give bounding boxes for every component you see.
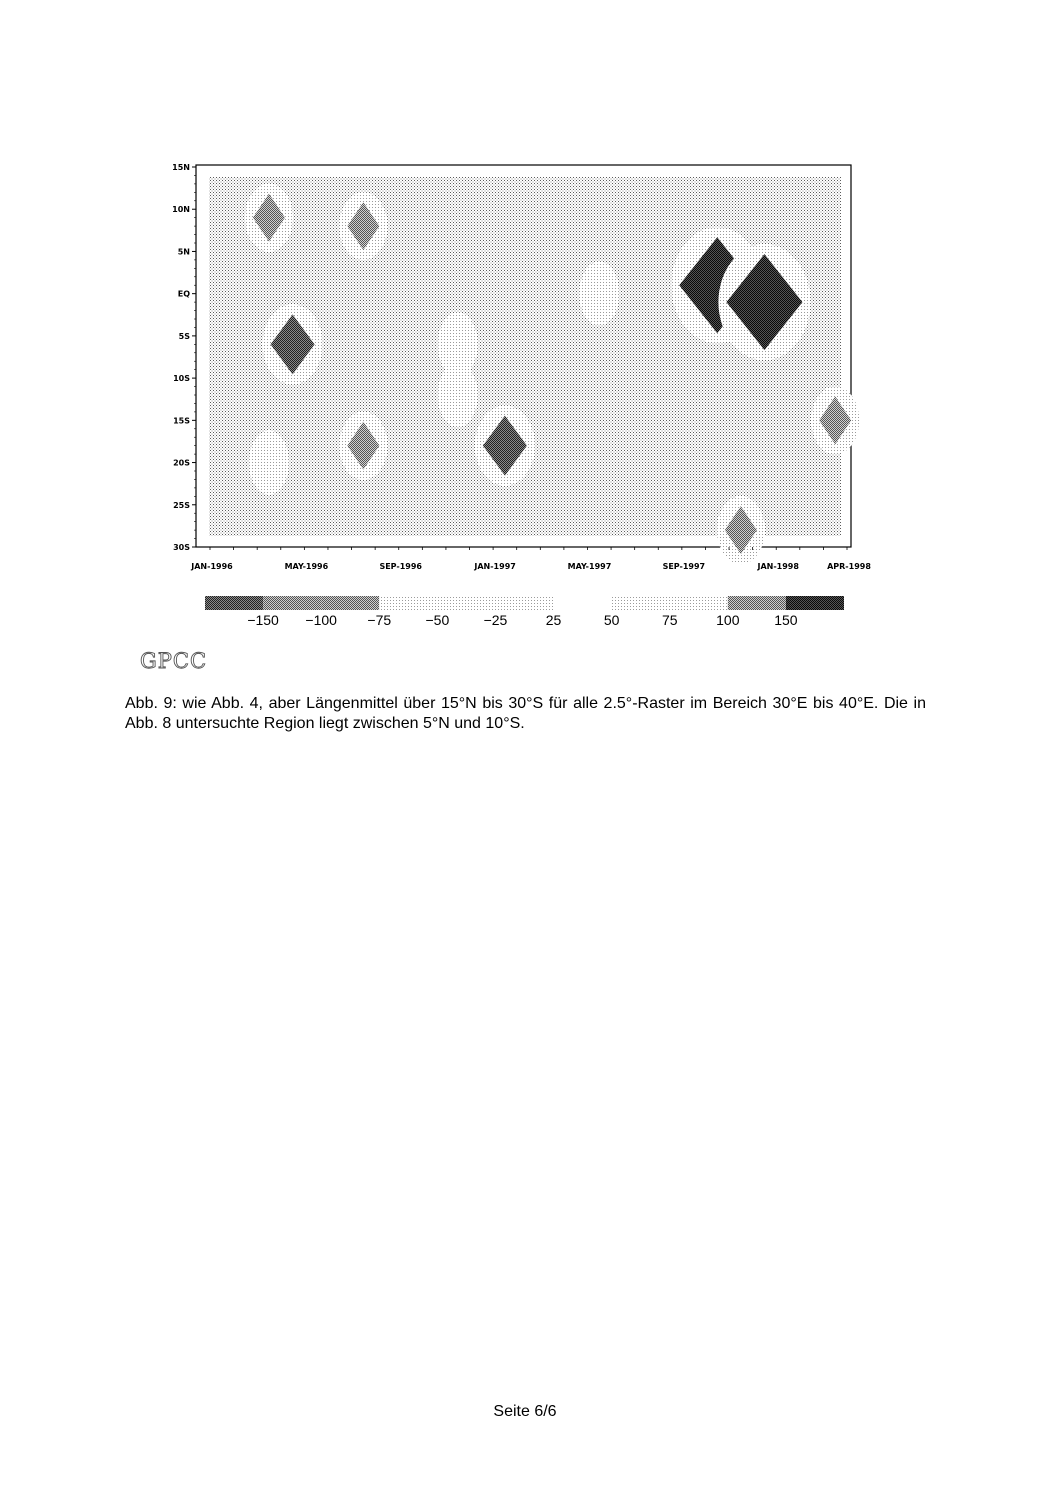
y-axis [172, 163, 196, 552]
colorbar-label: −150 [247, 612, 279, 628]
x-tick-label: MAY-1996 [284, 562, 329, 571]
x-tick-label: JAN-1997 [474, 562, 516, 571]
x-tick-label: JAN-1996 [191, 562, 233, 571]
x-tick-label: APR-1998 [827, 562, 871, 571]
x-axis [190, 547, 871, 571]
y-tick-label: 25S [173, 500, 190, 510]
colorbar-label: −100 [305, 612, 337, 628]
colorbar-label: −50 [425, 612, 450, 628]
colorbar-segment [321, 596, 379, 610]
x-tick-label: JAN-1998 [757, 562, 799, 571]
y-tick-label: 5N [177, 247, 190, 257]
x-tick-label: SEP-1997 [662, 562, 706, 571]
caption-line-2: 40°E. Die in Abb. 8 untersuchte Region liegt zwischen 5°N und 10°S. [125, 695, 926, 732]
x-tick-label: MAY-1997 [567, 562, 612, 571]
precipitation-anomaly-chart [0, 0, 1050, 690]
colorbar-segment [728, 596, 786, 610]
figure-caption [125, 694, 926, 734]
page-number: Seite 6/6 [493, 1403, 557, 1420]
plot-area [196, 165, 859, 564]
x-tick-label: SEP-1996 [379, 562, 423, 571]
colorbar-segment [205, 596, 263, 610]
colorbar-segment [612, 596, 670, 610]
colorbar-label: 150 [774, 612, 798, 628]
colorbar-label: −25 [483, 612, 508, 628]
y-tick-label: 10S [173, 374, 190, 384]
y-tick-label: 20S [173, 458, 190, 468]
colorbar-segment [263, 596, 321, 610]
y-tick-label: 5S [178, 331, 190, 341]
gpcc-logo: GPCC [140, 649, 208, 673]
colorbar [205, 596, 844, 628]
caption-line-1: Abb. 9: wie Abb. 4, aber Längenmittel über 15°N bis 30°S für alle 2.5°-Raster im Bereich 30°E bis [125, 695, 834, 712]
colorbar-segment [670, 596, 728, 610]
colorbar-labels [247, 612, 797, 628]
colorbar-segment [786, 596, 844, 610]
y-tick-label: 15N [172, 163, 190, 172]
y-tick-label: 15S [173, 416, 190, 426]
y-tick-label: 30S [173, 543, 190, 552]
colorbar-label: 75 [661, 612, 678, 628]
colorbar-label: 50 [603, 612, 620, 628]
colorbar-label: 100 [716, 612, 740, 628]
colorbar-label: 25 [545, 612, 562, 628]
y-tick-label: EQ [177, 289, 190, 299]
colorbar-segment [437, 596, 495, 610]
colorbar-segment [379, 596, 437, 610]
y-tick-label: 10N [172, 205, 190, 215]
colorbar-segment [554, 596, 612, 610]
colorbar-segment [495, 596, 553, 610]
colorbar-label: −75 [367, 612, 392, 628]
colorbar-segments [205, 596, 844, 610]
